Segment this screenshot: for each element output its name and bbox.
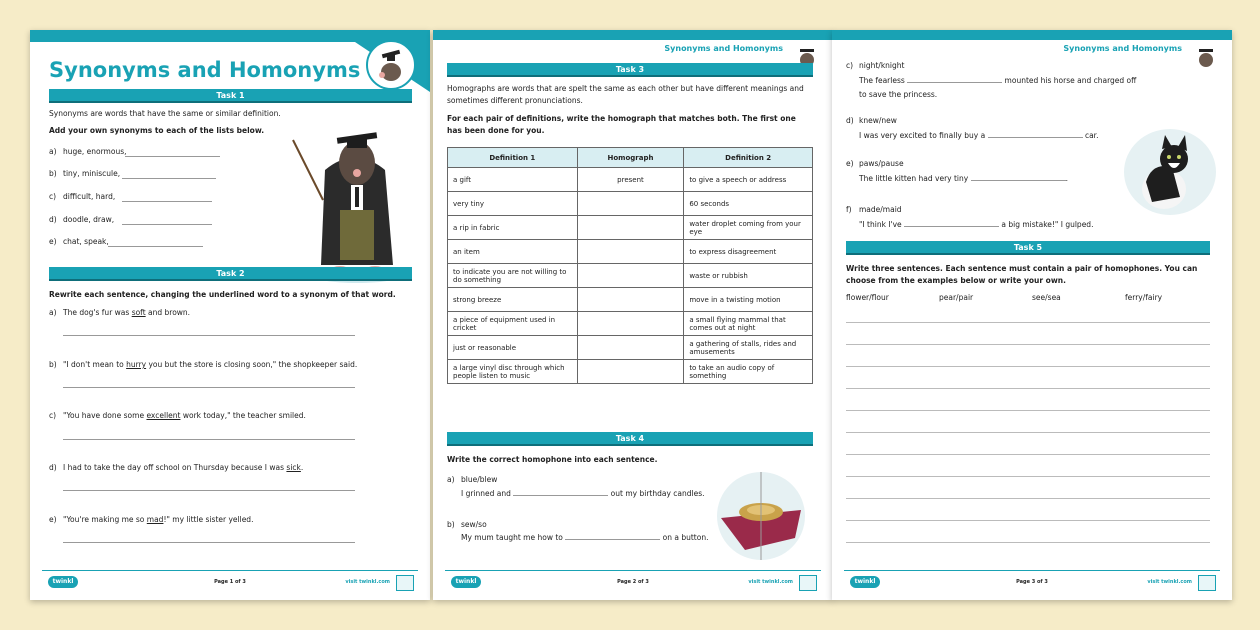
task-2-instruction: Rewrite each sentence, changing the underlined word to a synonym of that word. [49,290,396,299]
writing-line[interactable] [846,344,1210,345]
sentence: "I think I've a big mistake!" I gulped. [859,220,1094,229]
task-5-instruction: Write three sentences. Each sentence must contain a pair of homophones. You can choose from the examples below or write your own. [846,264,1198,285]
table-row [448,216,813,240]
definition-1-cell: to indicate you are not willing to do something [448,264,578,288]
definition-2-cell: a small flying mammal that comes out at night [684,312,813,336]
homograph-cell[interactable] [577,288,684,312]
page-footer [42,570,418,588]
answer-line[interactable] [122,178,216,179]
definition-2-cell: a gathering of stalls, rides and amusements [684,336,813,360]
definition-1-cell: strong breeze [448,288,578,312]
definition-2-cell: to take an audio copy of something [684,360,813,384]
list-item-label: e) [846,159,854,168]
answer-line[interactable] [904,226,999,227]
definition-2-cell: to give a speech or address [684,168,813,192]
writing-line[interactable] [846,322,1210,323]
list-item-label: e) [49,237,57,246]
table-row [448,336,813,360]
homograph-cell[interactable] [577,240,684,264]
homograph-cell[interactable] [577,360,684,384]
answer-line[interactable] [63,490,355,491]
example-pair: see/sea [1032,293,1061,302]
sentence: I grinned and out my birthday candles. [461,489,705,498]
column-header: Homograph [577,148,684,168]
twinkl-logo[interactable]: twinkl [451,576,481,588]
table-row [448,240,813,264]
kitten-illustration [1122,127,1218,217]
list-item-label: a) [447,475,455,484]
answer-line[interactable] [125,156,220,157]
task-1-instruction: Add your own synonyms to each of the lists below. [49,126,265,135]
task-3-instruction: For each pair of definitions, write the homograph that matches both. The first one has been done for you. [447,114,796,135]
list-item-label: b) [49,360,57,369]
mole-badge-icon [1192,42,1220,70]
task-3-heading: Task 3 [447,63,813,77]
underlined-word: excellent [146,411,181,420]
list-item-label: a) [49,308,57,317]
homograph-cell[interactable] [577,216,684,240]
table-row [448,264,813,288]
task-4-heading: Task 4 [447,432,813,446]
list-item-text: huge, enormous, [63,147,127,156]
column-header: Definition 2 [684,148,813,168]
list-item-label: c) [49,411,57,420]
definition-2-cell: 60 seconds [684,192,813,216]
sentence: I had to take the day off school on Thursday because I was sick. [63,463,304,472]
homograph-cell[interactable] [577,312,684,336]
underlined-word: hurry [126,360,147,369]
writing-line[interactable] [846,476,1210,477]
professor-mole-illustration [285,115,420,285]
sentence: I was very excited to finally buy a car. [859,131,1099,140]
task-5-heading: Task 5 [846,241,1210,255]
answer-line[interactable] [907,82,1002,83]
definition-1-cell: a gift [448,168,578,192]
list-item-label: d) [49,463,57,472]
writing-line[interactable] [846,542,1210,543]
underlined-word: soft [131,308,146,317]
definition-2-cell: waste or rubbish [684,264,813,288]
page-number: Page 1 of 3 [214,579,246,585]
answer-line[interactable] [988,137,1083,138]
homophone-pair: made/maid [859,205,902,214]
writing-line[interactable] [846,366,1210,367]
definition-1-cell: very tiny [448,192,578,216]
visit-link[interactable]: visit twinkl.com [748,579,793,585]
worksheet-page-3 [832,30,1232,600]
column-header: Definition 1 [448,148,578,168]
list-item-label: a) [49,147,57,156]
definition-1-cell: a piece of equipment used in cricket [448,312,578,336]
underlined-word: mad [146,515,164,524]
sentence: "You're making me so mad!" my little sister yelled. [63,515,254,524]
page-header-title: Synonyms and Homonyms [664,44,783,53]
list-item-label: d) [49,215,57,224]
list-item-label: d) [846,116,854,125]
task-2-heading: Task 2 [49,267,412,281]
task-1-intro: Synonyms are words that have the same or similar definition. [49,109,281,118]
writing-line[interactable] [846,388,1210,389]
page-number: Page 2 of 3 [617,579,649,585]
page-footer [445,570,821,588]
worksheet-page-1 [30,30,430,600]
homophone-pair: sew/so [461,520,487,529]
sentence: "You have done some excellent work today," the teacher smiled. [63,411,306,420]
homograph-cell[interactable] [577,336,684,360]
definition-1-cell: a rip in fabric [448,216,578,240]
list-item-label: e) [49,515,57,524]
task-1-heading: Task 1 [49,89,412,103]
list-item-label: c) [49,192,57,201]
quality-seal-icon [799,575,817,591]
page-top-bar [832,30,1232,40]
answer-line[interactable] [513,495,608,496]
table-row [448,192,813,216]
list-item-text: chat, speak, [63,237,109,246]
homophone-pair: paws/pause [859,159,904,168]
homophone-pair: blue/blew [461,475,498,484]
visit-link[interactable]: visit twinkl.com [345,579,390,585]
definition-1-cell: an item [448,240,578,264]
sentence: My mum taught me how to on a button. [461,533,709,542]
homograph-table [447,147,813,384]
definition-2-cell: water droplet coming from your eye [684,216,813,240]
sentence-continuation: to save the princess. [859,90,938,99]
writing-line[interactable] [846,410,1210,411]
list-item-label: b) [447,520,455,529]
page-number: Page 3 of 3 [1016,579,1048,585]
sentence: "I don't mean to hurry you but the store is closing soon," the shopkeeper said. [63,360,358,369]
answer-line[interactable] [63,387,355,388]
definition-2-cell: to express disagreement [684,240,813,264]
button-on-fabric-illustration [715,470,807,562]
underlined-word: sick [286,463,301,472]
list-item-label: f) [846,205,852,214]
answer-line[interactable] [63,542,355,543]
task-4-instruction: Write the correct homophone into each sentence. [447,455,658,464]
visit-link[interactable]: visit twinkl.com [1147,579,1192,585]
definition-2-cell: move in a twisting motion [684,288,813,312]
table-row [448,360,813,384]
list-item-text: doodle, draw, [63,215,115,224]
table-row [448,168,813,192]
writing-line[interactable] [846,432,1210,433]
sentence: The little kitten had very tiny . [859,174,1068,183]
page-top-bar [433,30,833,40]
list-item-text: tiny, miniscule, [63,169,121,178]
writing-line[interactable] [846,498,1210,499]
homograph-cell: present [577,168,684,192]
example-pair: flower/flour [846,293,889,302]
answer-line[interactable] [63,439,355,440]
answer-line[interactable] [108,246,203,247]
answer-line[interactable] [565,539,660,540]
example-pair: pear/pair [939,293,974,302]
homophone-pair: knew/new [859,116,897,125]
answer-line[interactable] [971,180,1066,181]
quality-seal-icon [1198,575,1216,591]
page-header-title: Synonyms and Homonyms [1063,44,1182,53]
page-footer [844,570,1220,588]
homophone-pair: night/knight [859,61,905,70]
worksheet-page-2 [433,30,833,600]
table-row [448,312,813,336]
mole-badge-icon [366,40,416,90]
list-item-label: b) [49,169,57,178]
sentence: The dog's fur was soft and brown. [63,308,191,317]
task-3-intro: Homographs are words that are spelt the same as each other but have different meanings and sometimes different pronunciations. [447,84,804,105]
definition-1-cell: a large vinyl disc through which people listen to music [448,360,578,384]
sentence: The fearless mounted his horse and charged off [859,76,1137,85]
definition-1-cell: just or reasonable [448,336,578,360]
homograph-cell[interactable] [577,264,684,288]
answer-line[interactable] [63,335,355,336]
twinkl-logo[interactable]: twinkl [850,576,880,588]
example-pair: ferry/fairy [1125,293,1163,302]
answer-line[interactable] [122,224,212,225]
quality-seal-icon [396,575,414,591]
table-row [448,288,813,312]
homograph-cell[interactable] [577,192,684,216]
list-item-label: c) [846,61,854,70]
list-item-text: difficult, hard, [63,192,116,201]
writing-line[interactable] [846,520,1210,521]
answer-line[interactable] [122,201,212,202]
twinkl-logo[interactable]: twinkl [48,576,78,588]
writing-line[interactable] [846,454,1210,455]
page-title: Synonyms and Homonyms [49,58,361,82]
